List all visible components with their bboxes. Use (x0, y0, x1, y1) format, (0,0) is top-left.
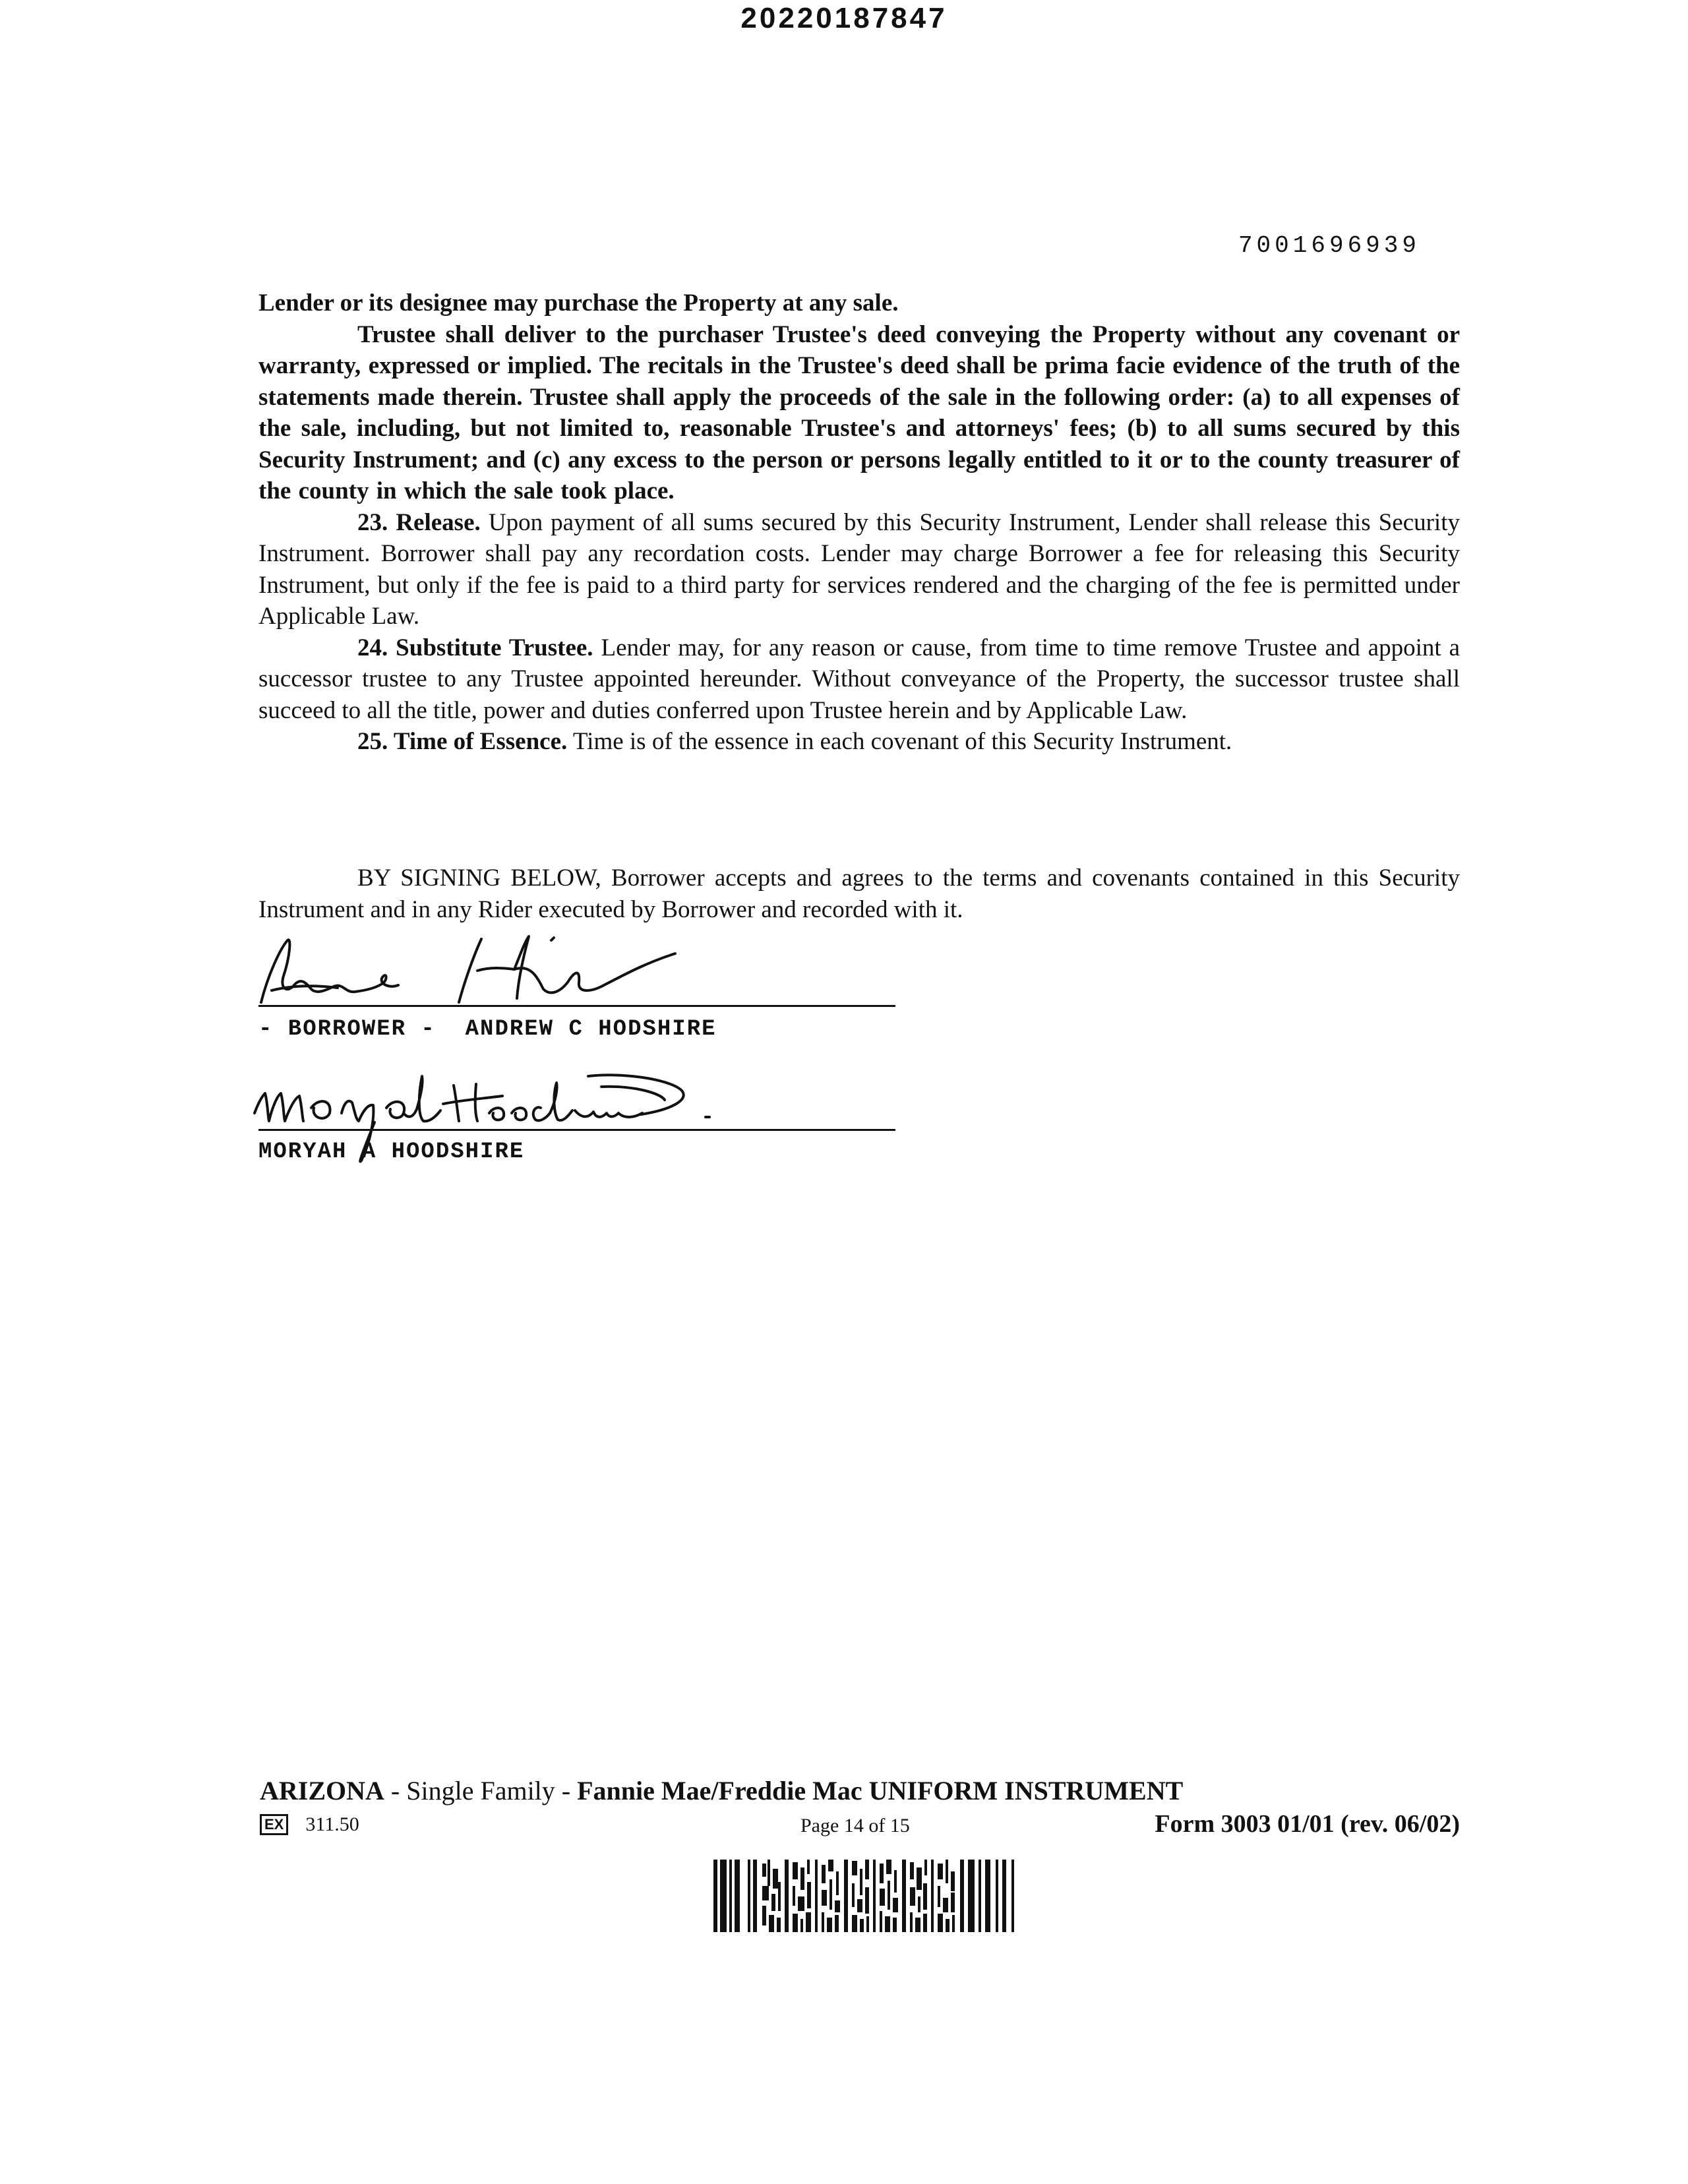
signing-statement (258, 863, 1460, 926)
form-program: Fannie Mae/Freddie Mac UNIFORM INSTRUMENT (577, 1776, 1184, 1805)
section-24-heading: 24. Substitute Trustee. (357, 634, 593, 661)
section-24-text: Lender may, for any reason or cause, from time to time remove Trustee and appoint a successor trustee to any Trustee appointed hereunder. Without conveyance of the Property, the successor trustee shall succeed to all the title, power and duties conferred upon Trustee herein and by Applicable Law. (258, 634, 1460, 724)
form-type: - Single Family - (384, 1776, 578, 1805)
borrower-2-name: MORYAH A HOODSHIRE (258, 1139, 525, 1165)
section-25-heading: 25. Time of Essence. (357, 728, 568, 755)
section-23-heading: 23. Release. (357, 508, 481, 536)
vendor-code-number: 311.50 (305, 1813, 359, 1835)
loan-number: 7001696939 (1238, 232, 1420, 259)
section-23-release (258, 507, 1460, 632)
vendor-logo-icon: EX (260, 1814, 288, 1835)
form-title (260, 1775, 1183, 1806)
borrower-1-name: - BORROWER - ANDREW C HODSHIRE (258, 1017, 717, 1042)
borrower-2-signature-line (258, 1129, 895, 1131)
vendor-code (260, 1813, 359, 1836)
paragraph-trustee-deed: Trustee shall deliver to the purchaser Trustee's deed conveying the Property without any covenant or warranty, expressed or implied. The recitals in the Trustee's deed shall be prima facie evidence of the truth of the statements made therein. Trustee shall apply the proceeds of the sale in the following order: (a) to all expenses of the sale, including, but not limited to, reasonable Trustee's and attorneys' fees; (b) to all sums secured by this Security Instrument; and (c) any excess to the person or persons legally entitled to it or to the county treasurer of the county in which the sale took place. (258, 320, 1460, 504)
deed-body (258, 288, 1460, 758)
section-25-time-of-essence (258, 726, 1460, 758)
section-23-text: Upon payment of all sums secured by this Security Instrument, Lender shall release this Security Instrument. Borrower shall pay any recordation costs. Lender may charge Borrower a fee for releasing this Security Instrument, but only if the fee is paid to a third party for services rendered and the charging of the fee is permitted under Applicable Law. (258, 508, 1460, 630)
form-number: Form 3003 01/01 (rev. 06/02) (1155, 1810, 1460, 1838)
signing-statement-text: BY SIGNING BELOW, Borrower accepts and agrees to the terms and covenants contained in this Security Instrument and in any Rider executed by Borrower and recorded with it. (258, 864, 1460, 923)
paragraph-lender-purchase: Lender or its designee may purchase the Property at any sale. (258, 289, 899, 317)
borrower-1-signature (253, 930, 715, 1008)
page-number: Page 14 of 15 (800, 1815, 910, 1836)
recording-number: 20220187847 (740, 2, 948, 34)
borrower-1-signature-line (258, 1005, 895, 1007)
form-state: ARIZONA (260, 1776, 384, 1805)
barcode-icon (713, 1860, 1017, 1932)
section-24-substitute-trustee (258, 632, 1460, 727)
section-25-text: Time is of the essence in each covenant of this Security Instrument. (572, 728, 1232, 755)
